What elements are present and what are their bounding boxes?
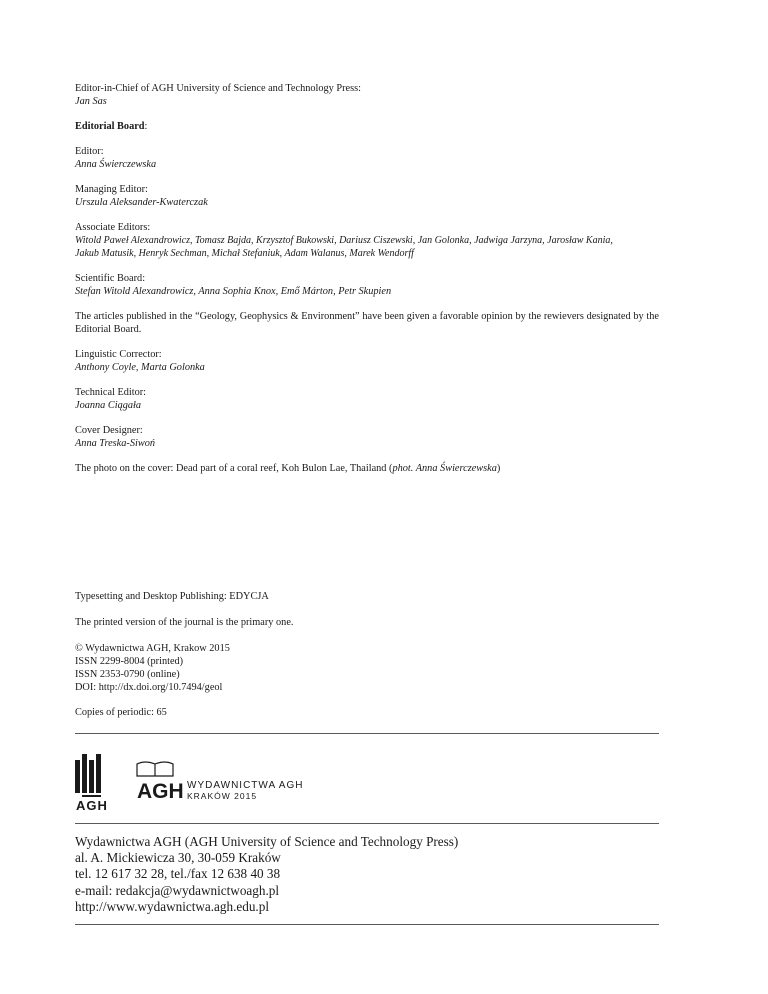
- press-logo-mark: [137, 762, 173, 776]
- associate-editors-names-line1: Witold Paweł Alexandrowicz, Tomasz Bajda, Krzysztof Bukowski, Dariusz Ciszewski, Jan Golonka, Jadwiga Jarzyna, Jarosław Kania,: [75, 235, 613, 246]
- press-name: Wydawnictwa AGH (AGH University of Science and Technology Press): [75, 834, 459, 849]
- editor-in-chief-name: Jan Sas: [75, 96, 107, 107]
- primary-version-note: The printed version of the journal is the primary one.: [75, 617, 294, 628]
- press-phone: tel. 12 617 32 28, tel./fax 12 638 40 38: [75, 866, 281, 882]
- issn-printed: ISSN 2299-8004 (printed): [75, 656, 184, 667]
- cover-designer-section: [75, 424, 659, 450]
- publication-details: [75, 642, 659, 694]
- scientific-board-names: Stefan Witold Alexandrowicz, Anna Sophia Knox, Emő Márton, Petr Skupien: [75, 286, 392, 297]
- associate-editors-names-line2: Jakub Matusik, Henryk Sechman, Michał Stefaniuk, Adam Walanus, Marek Wendorff: [75, 248, 414, 259]
- copyright-line: © Wydawnictwa AGH, Krakow 2015: [75, 643, 230, 654]
- cover-photo-caption: [75, 462, 659, 475]
- agh-university-logo: [75, 754, 108, 812]
- editorial-board-heading: [75, 120, 659, 133]
- doi-line: DOI: http://dx.doi.org/10.7494/geol: [75, 682, 223, 693]
- managing-editor-name: Urszula Aleksander-Kwaterczak: [75, 197, 208, 208]
- editor-in-chief-section: [75, 82, 659, 108]
- cover-designer-name: Anna Treska-Siwoń: [75, 438, 155, 449]
- editor-section: [75, 145, 659, 171]
- scientific-board-label: Scientific Board:: [75, 273, 146, 284]
- divider-bottom: [75, 924, 659, 925]
- editorial-board-title: Editorial Board: [75, 121, 145, 132]
- linguistic-corrector-label: Linguistic Corrector:: [75, 349, 162, 360]
- copies-line: Copies of periodic: 65: [75, 707, 167, 718]
- managing-editor-label: Managing Editor:: [75, 184, 148, 195]
- linguistic-corrector-names: Anthony Coyle, Marta Golonka: [75, 362, 205, 373]
- divider-top: [75, 733, 659, 734]
- managing-editor-section: [75, 183, 659, 209]
- linguistic-corrector-section: [75, 348, 659, 374]
- technical-editor-section: [75, 386, 659, 412]
- logo-row: [75, 752, 375, 812]
- agh-logo-label: AGH: [76, 798, 108, 812]
- associate-editors-label: Associate Editors:: [75, 222, 151, 233]
- typesetting-note: Typesetting and Desktop Publishing: EDYCJA: [75, 591, 269, 602]
- scientific-board-section: [75, 272, 659, 298]
- review-note: The articles published in the “Geology, Geophysics & Environment” have been given a favorable opinion by the rewievers designated by the Editorial Board.: [75, 311, 659, 335]
- cover-photo-text: The photo on the cover: Dead part of a coral reef, Koh Bulon Lae, Thailand (: [75, 463, 393, 474]
- cover-photo-close: ): [496, 463, 501, 474]
- editor-in-chief-label: Editor-in-Chief of AGH University of Science and Technology Press:: [75, 83, 361, 94]
- associate-editors-section: [75, 221, 659, 260]
- press-contact: [75, 834, 458, 915]
- logo-graphics: [75, 752, 375, 812]
- technical-editor-label: Technical Editor:: [75, 387, 147, 398]
- press-email[interactable]: e-mail: redakcja@wydawnictwoagh.pl: [75, 882, 280, 898]
- press-logo-name: WYDAWNICTWA AGH: [187, 780, 304, 791]
- press-address: al. A. Mickiewicza 30, 30-059 Kraków: [75, 850, 281, 866]
- cover-designer-label: Cover Designer:: [75, 425, 143, 436]
- press-website[interactable]: http://www.wydawnictwa.agh.edu.pl: [75, 898, 269, 914]
- divider-middle: [75, 823, 659, 824]
- editorial-board-colon: :: [144, 121, 148, 132]
- press-logo-city-year: KRAKÓW 2015: [187, 791, 258, 801]
- editor-label: Editor:: [75, 146, 104, 157]
- editor-name: Anna Świerczewska: [75, 159, 157, 170]
- press-logo-agh: AGH: [137, 780, 184, 803]
- issn-online: ISSN 2353-0790 (online): [75, 669, 180, 680]
- cover-photo-credit: phot. Anna Świerczewska: [392, 463, 497, 474]
- technical-editor-name: Joanna Ciągała: [75, 400, 142, 411]
